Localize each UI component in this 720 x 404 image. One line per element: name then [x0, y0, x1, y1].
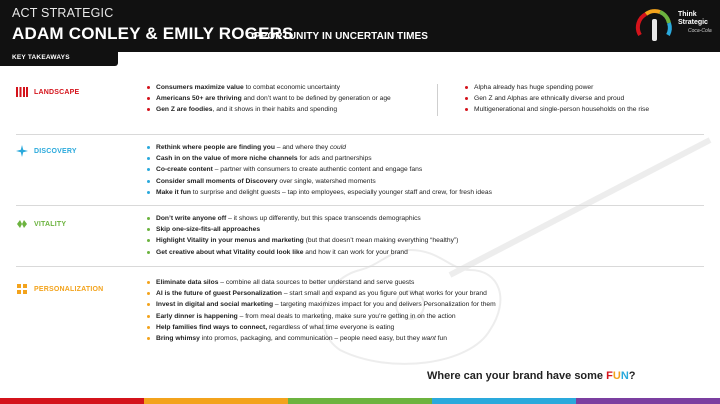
vitality-icon	[16, 218, 28, 230]
vitality-label: VITALITY	[34, 220, 67, 228]
list-item: Rethink where people are finding you – and where they could	[146, 142, 492, 153]
personalization-label: PERSONALIZATION	[34, 285, 104, 293]
fun-word: FUN	[606, 370, 629, 382]
rainbow-ring-icon	[634, 5, 676, 47]
logo-line-2: Strategic	[678, 19, 708, 26]
list-item: Gen Z are foodies, and it shows in their habits and spending	[146, 104, 391, 115]
landscape-label: LANDSCAPE	[34, 88, 80, 96]
sparkle-icon	[16, 145, 28, 157]
footer-segment	[0, 398, 144, 404]
logo-line-3: Coca-Cola	[688, 28, 712, 34]
section-divider	[16, 266, 704, 267]
list-item: Get creative about what Vitality could look like and how it can work for your brand	[146, 247, 458, 258]
think-strategic-logo	[634, 5, 718, 47]
landscape-list-right	[464, 82, 649, 116]
footer-segment	[432, 398, 576, 404]
vitality-list	[146, 213, 458, 258]
logo-line-1: Think	[678, 11, 697, 18]
list-item: Gen Z and Alphas are ethnically diverse and proud	[464, 93, 649, 104]
list-item: Consumers maximize value to combat economic uncertainty	[146, 82, 391, 93]
presenter-names: ADAM CONLEY & EMILY ROGERS	[12, 24, 294, 43]
key-takeaways-tab	[0, 52, 118, 66]
header-kicker: ACT STRATEGIC	[12, 6, 114, 20]
list-item: Make it fun to surprise and delight guests – tap into employees, especially younger staff and crew, for fresh ideas	[146, 187, 492, 198]
list-item: Consider small moments of Discovery over single, watershed moments	[146, 176, 492, 187]
footer-segment	[288, 398, 432, 404]
section-landscape	[16, 86, 79, 98]
list-item: Bring whimsy into promos, packaging, and communication – people need easy, but they want fun	[146, 333, 496, 344]
list-item: AI is the future of guest Personalization – start small and expand as you figure out what works for your brand	[146, 288, 496, 299]
footer-segment	[144, 398, 288, 404]
section-personalization	[16, 283, 103, 295]
section-vitality	[16, 218, 66, 230]
list-item: Multigenerational and single-person households on the rise	[464, 104, 649, 115]
discovery-label: DISCOVERY	[34, 147, 77, 155]
list-item: Co-create content – partner with consumers to create authentic content and engage fans	[146, 164, 492, 175]
landscape-list-left	[146, 82, 391, 116]
closing-question: Where can your brand have some FUN?	[427, 370, 636, 382]
list-item: Americans 50+ are thriving and don’t want to be defined by generation or age	[146, 93, 391, 104]
key-takeaways-label: KEY TAKEAWAYS	[12, 54, 70, 61]
section-divider	[16, 205, 704, 206]
column-divider	[437, 84, 438, 116]
list-item: Skip one-size-fits-all approaches	[146, 224, 458, 235]
list-item: Eliminate data silos – combine all data sources to better understand and serve guests	[146, 277, 496, 288]
discovery-list	[146, 142, 492, 198]
footer-segment	[576, 398, 720, 404]
list-item: Alpha already has huge spending power	[464, 82, 649, 93]
section-discovery	[16, 145, 77, 157]
list-item: Cash in on the value of more niche channels for ads and partnerships	[146, 153, 492, 164]
columns-icon	[16, 86, 28, 98]
list-item: Don’t write anyone off – it shows up differently, but this space transcends demographics	[146, 213, 458, 224]
list-item: Highlight Vitality in your menus and marketing (but that doesn’t mean making everything “healthy”)	[146, 235, 458, 246]
list-item: Help families find ways to connect, regardless of what time everyone is eating	[146, 322, 496, 333]
header-subtitle: OPPORTUNITY IN UNCERTAIN TIMES	[246, 31, 429, 42]
section-divider	[16, 134, 704, 135]
personalization-list	[146, 277, 496, 344]
list-item: Early dinner is happening – from meal deals to marketing, make sure you’re getting in on the action	[146, 311, 496, 322]
personalization-icon	[16, 283, 28, 295]
list-item: Invest in digital and social marketing – targeting maximizes impact for you and delivers Personalization for them	[146, 299, 496, 310]
header-bar	[0, 0, 720, 52]
footer-color-bar	[0, 398, 720, 404]
